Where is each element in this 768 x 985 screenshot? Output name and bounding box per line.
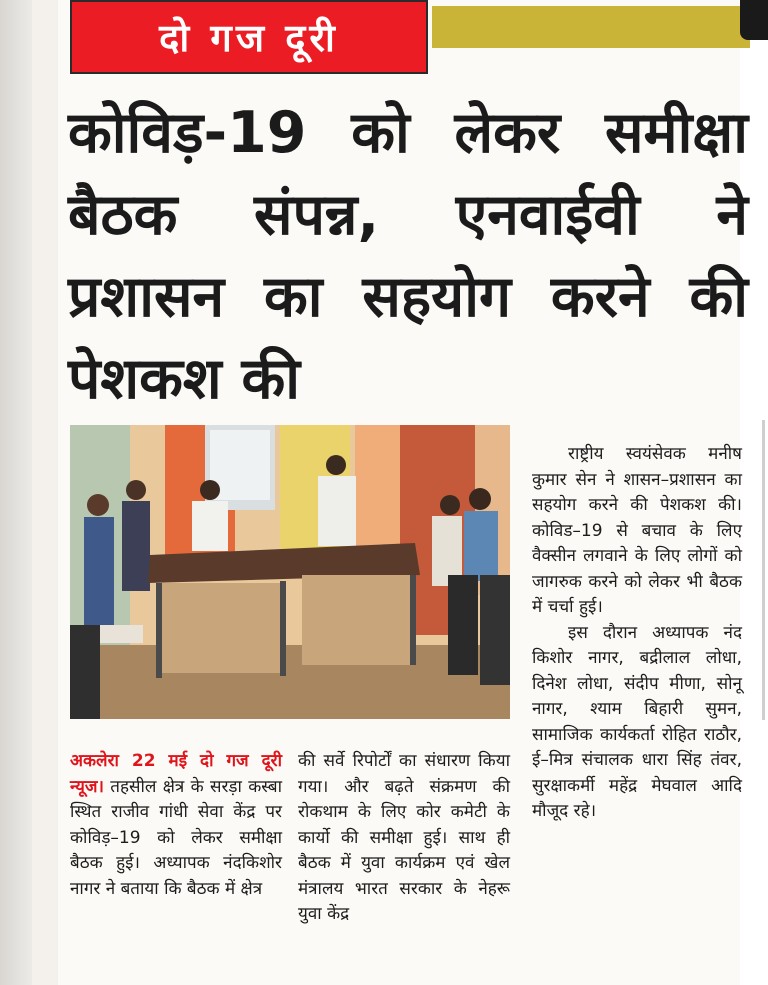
- column-1-body: तहसील क्षेत्र के सरड़ा कस्बा स्थित राजीव गांधी सेवा केंद्र पर कोविड़–19 को लेकर समीक्षा बैठक हुई। अध्यापक नंदकिशोर नागर ने बताया कि बैठक में क्षेत्र: [70, 776, 283, 899]
- column-3-paragraph-1: [532, 442, 742, 621]
- adjacent-photo-edge: [762, 420, 765, 720]
- masthead-title: दो गज दूरी: [159, 16, 339, 60]
- meeting-photo: [70, 425, 510, 719]
- column-2-body: की सर्वे रिपोर्टों का संधारण किया गया। और बढ़ते संक्रमण की रोकथाम के लिए कोर कमेटी के कार्यो की समीक्षा हुई। साथ ही बैठक में युवा कार्यक्रम एवं खेल मंत्रालय भारत सरकार के नेहरू युवा केंद्र: [298, 751, 510, 924]
- dateline: अकलेरा 22 मई दो गज दूरी न्यूज।: [70, 751, 282, 797]
- masthead-gold-bar: [432, 6, 750, 48]
- masthead: [70, 0, 428, 74]
- column-1-text: [70, 749, 282, 902]
- corner-tab: [740, 0, 768, 40]
- photo-illustration: [70, 425, 510, 719]
- headline: कोविड़-19 को लेकर समीक्षा बैठक संपन्न, एनवाईवी ने प्रशासन का सहयोग करने की पेशकश की: [68, 100, 748, 412]
- column-3-paragraph-2: [532, 621, 742, 825]
- article-column-1: [70, 749, 282, 902]
- column-3-para-2-text: इस दौरान अध्यापक नंद किशोर नागर, बद्रीलाल लोधा, दिनेश लोधा, संदीप मीणा, सोनू नागर, श्याम बिहारी सुमन, सामाजिक कार्यकर्ता रोहित राठौर, ई–मित्र संचालक धारा सिंह तंवर, सुरक्षाकर्मी महेंद्र मेघवाल आदि मौजूद रहे।: [532, 622, 742, 821]
- column-3-para-1-text: राष्ट्रीय स्वयंसेवक मनीष कुमार सेन ने शासन–प्रशासन का सहयोग करने की पेशकश की। कोविड–19 से बचाव के लिए वैक्सीन लगवाने के लिए लोगों को जागरुक करने को लेकर भी बैठक में चर्चा हुई।: [532, 444, 742, 617]
- page-shadow: [0, 0, 32, 985]
- article-column-2: [298, 749, 510, 928]
- article-column-3: [532, 442, 742, 825]
